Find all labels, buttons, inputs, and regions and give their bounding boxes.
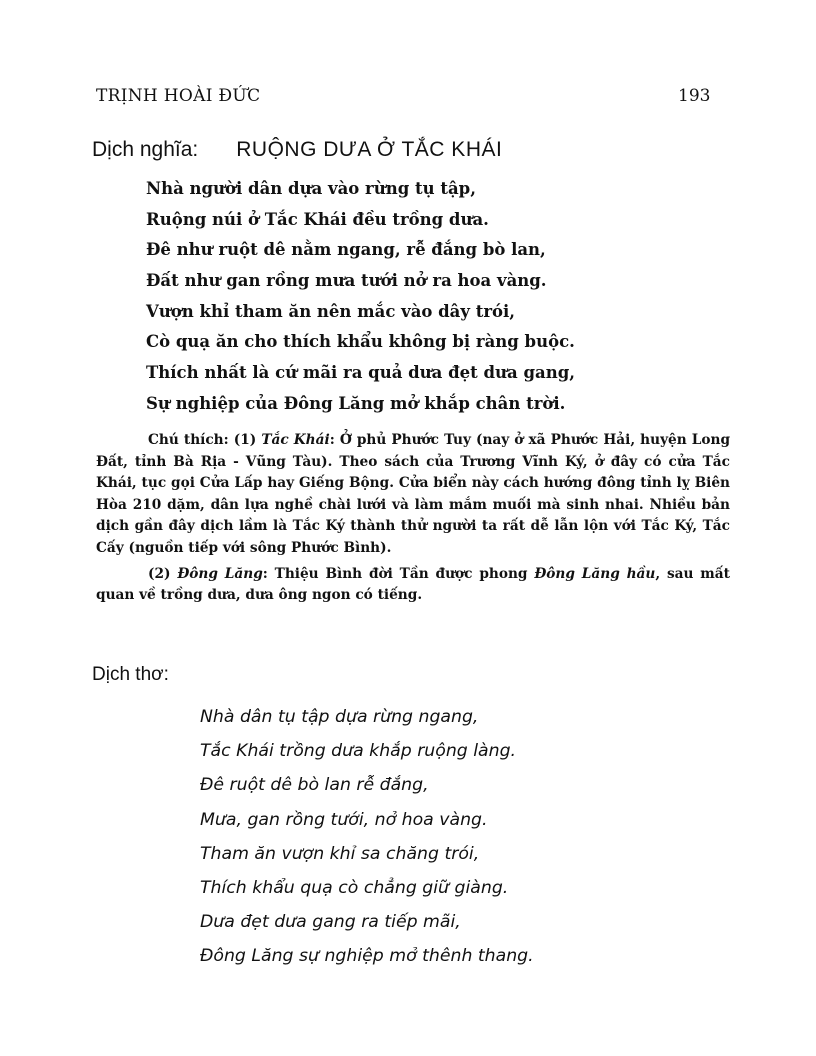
page-number: 193 (678, 86, 711, 106)
footnote-2-text-end: , sau mất quan về trồng dưa, dưa ông ngon có tiếng. (96, 565, 730, 604)
running-head: TRỊNH HOÀI ĐỨC (96, 86, 261, 106)
footnote-2-text: : Thiệu Bình đời Tần được phong (262, 565, 535, 582)
footnotes (96, 430, 730, 607)
poem-line: Tham ăn vượn khỉ sa chăng trói, (200, 843, 480, 864)
footnote-2 (96, 564, 730, 607)
translation-label: Dịch nghĩa: (92, 138, 199, 161)
poem-line: Đê ruột dê bò lan rễ đắng, (200, 775, 429, 796)
literal-translation (146, 174, 575, 420)
translation-line: Nhà người dân dựa vào rừng tụ tập, (146, 179, 476, 198)
footnote-1-number: (1) (233, 432, 257, 448)
poem-line: Thích khẩu quạ cò chẳng giữ giàng. (200, 877, 509, 898)
poem-line: Đông Lăng sự nghiệp mở thênh thang. (200, 946, 534, 967)
translation-line: Ruộng núi ở Tắc Khái đều trồng dưa. (146, 209, 489, 229)
translation-line: Đê như ruột dê nằm ngang, rễ đắng bò lan, (146, 240, 546, 260)
notes-label: Chú thích: (148, 432, 229, 448)
translation-line: Thích nhất là cứ mãi ra quả dưa đẹt dưa gang, (146, 363, 575, 383)
translation-line: Sự nghiệp của Đông Lăng mở khắp chân trời. (146, 393, 566, 413)
poem-title: RUỘNG DƯA Ở TẮC KHÁI (236, 138, 503, 161)
footnote-1-term: Tắc Khái (261, 432, 330, 448)
verse-translation (200, 700, 534, 974)
poem-line: Dưa đẹt dưa gang ra tiếp mãi, (200, 912, 461, 933)
footnote-2-number: (2) (148, 565, 171, 582)
poem-translation-label: Dịch thơ: (92, 664, 169, 685)
translation-line: Đất như gan rồng mưa tưới nở ra hoa vàng. (146, 271, 547, 291)
translation-line: Vượn khỉ tham ăn nên mắc vào dây trói, (146, 301, 516, 321)
footnote-1-text: : Ở phủ Phước Tuy (nay ở xã Phước Hải, huyện Long Đất, tỉnh Bà Rịa - Vũng Tàu). Theo sách của Trương Vĩnh Ký, ở đây có cửa Tắc Khái, tục gọi Cửa Lấp hay Giếng Bộng. Cửa biển này cách hướng đông tỉnh lỵ Biên Hòa 210 dặm, dân lựa nghề chài lưới và làm mắm muối mà sinh nhai. Nhiều bản dịch gần đây dịch lầm là Tắc Ký thành thử người ta rất dễ lẫn lộn với Tắc Ký, Tắc Cấy (nguồn tiếp với sông Phước Bình). (96, 432, 731, 556)
footnote-2-title-term: Đông Lăng hầu (534, 565, 656, 582)
poem-line: Mưa, gan rồng tưới, nở hoa vàng. (200, 809, 488, 830)
poem-line: Tắc Khái trồng dưa khắp ruộng làng. (200, 741, 517, 762)
footnote-1 (96, 430, 730, 560)
translation-line: Cò quạ ăn cho thích khẩu không bị ràng buộc. (146, 332, 575, 352)
translation-heading (92, 138, 502, 162)
footnote-2-term: Đông Lăng (177, 565, 263, 582)
poem-line: Nhà dân tụ tập dựa rừng ngang, (200, 707, 479, 727)
